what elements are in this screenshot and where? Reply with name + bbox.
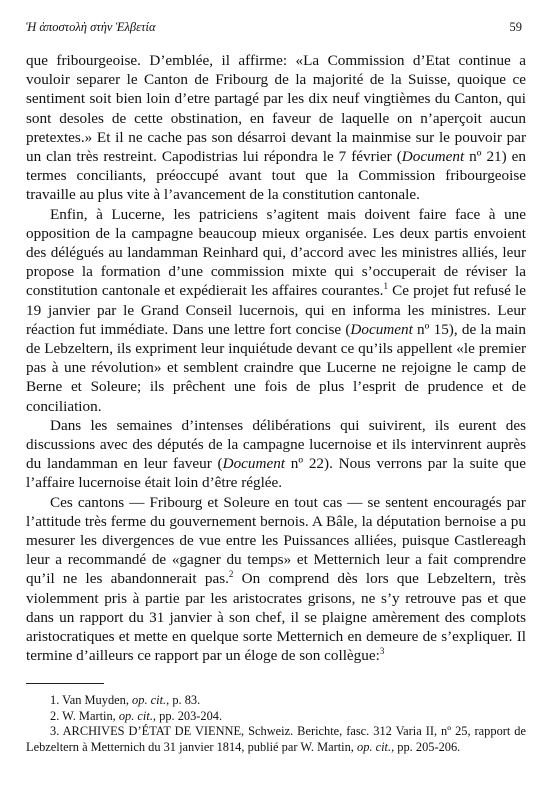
text-run: nº 22). Nous verrons par la suite que l’affaire lucernoise était loin d’être réglée. [26, 455, 526, 492]
footnote-number: 2. [50, 708, 60, 723]
italic-run: Document [350, 320, 413, 338]
text-run: nº 21) en termes conciliants, préoccupé avant tout que la Commission fribourgeoise travaille au plus vite à l’avancement de la constitution cantonale. [26, 148, 527, 204]
text-run: que fribourgeoise. D’emblée, il affirme: «La Commission d’Etat continue a vouloir separer le Canton de Fribourg de la majorité de la Suisse, quoique ce sentiment soit bien loin d’etre partagé par les dix neuf vingtièmes du Canton, qui sont desoles de cette obstination, en faveur de laquelle on n’aperçoit aucun pretextes.» Et il ne cache pas son désarroi devant la mainmise sur le pouvoir par un clan très restreint. Capodistrias lui répondra le 7 février ( [26, 52, 526, 166]
text-run: Enfin, à Lucerne, les patriciens s’agitent mais doivent faire face à une opposition de la campagne beaucoup mieux organisée. Les deux partis envoient des délégués au landamman Reinhard qui, d’accord avec les ministres alliés, leur propose la formation d’une commission mixte qui s’occuperait de réviser la constitution cantonale et expédierait les affaires courantes. [26, 205, 526, 300]
text-run: Ce projet fut refusé le 19 janvier par le Grand Conseil lucernois, qui en informa les ministres. Leur réaction fut immédiate. Dans une lettre fort concise ( [26, 282, 526, 338]
footnotes [26, 693, 526, 755]
footnote-number: 3. [50, 724, 60, 739]
running-head-title: Ἡ ἀποστολὴ στὴν Ἑλβετία [26, 20, 156, 34]
text-run: Ces cantons — Fribourg et Soleure en tout cas — se sentent encouragés par l’attitude très ferme du gouvernement bernois. A Bâle, la députation bernoise a pu mesurer les divergences de vue entre les Puissances alliées, puisque Castlereagh leur a recommandé de «gagner du temps» et Metternich leur a fait comprendre qu’il ne les abandonnerait pas. [26, 493, 526, 588]
footnote [26, 693, 526, 709]
text-run: Van Muyden, [62, 693, 133, 707]
paragraph [26, 416, 526, 493]
text-run: W. Martin, [62, 708, 119, 723]
paragraph [26, 493, 526, 666]
running-head [26, 20, 522, 38]
footnote-ref: 3 [379, 646, 385, 657]
footnote-rule [26, 683, 104, 684]
footnote [26, 724, 526, 755]
body-text [26, 51, 526, 666]
footnote-ref: 2 [228, 569, 234, 580]
italic-run: Document [401, 148, 465, 166]
text-run: Dans les semaines d’intenses délibérations qui suivirent, ils eurent des discussions avec des députés de la campagne lucernoise et ils intervinrent auprès du landamman en leur faveur ( [26, 416, 526, 473]
italic-run: op. cit. [118, 708, 153, 723]
text-run: , p. 83. [166, 693, 201, 707]
footnote-number: 1. [50, 693, 60, 707]
page-number: 59 [509, 20, 522, 34]
text-run: nº 15), de la main de Lebzeltern, ils expriment leur inquiétude devant ce qu’ils appellent «le premier pas à une révolution» et semblent craindre que Lucerne ne rejoigne le camp de Berne et Soleure; ils prêchent une fois de plus l’esprit de prudence et de conciliation. [26, 320, 526, 415]
text-run: On comprend dès lors que Lebzeltern, très violemment pris à partie par les aristocrates grisons, ne s’y retrouve pas et que dans un rapport du 31 janvier à son chef, il se plaigne amèrement des complots aristocratiques et mette en quelque sorte Metternich en demeure de s’expliquer. Il termine d’ailleurs ce rapport par un éloge de son collègue: [26, 570, 526, 665]
text-run: , pp. 203-204. [152, 708, 223, 723]
italic-run: op. cit. [357, 739, 392, 754]
italic-run: Document [222, 455, 286, 473]
text-run: , pp. 205-206. [391, 739, 461, 754]
paragraph [26, 51, 526, 205]
text-run: ARCHIVES D’ÉTAT DE VIENNE, Schweiz. Berichte, fasc. 312 Varia II, nº 25, rapport de Lebzeltern à Metternich du 31 janvier 1814, publié par W. Martin, [26, 724, 527, 754]
footnote-ref: 1 [383, 281, 388, 292]
footnote [26, 709, 526, 725]
italic-run: op. cit. [132, 693, 167, 707]
paragraph [26, 205, 526, 416]
